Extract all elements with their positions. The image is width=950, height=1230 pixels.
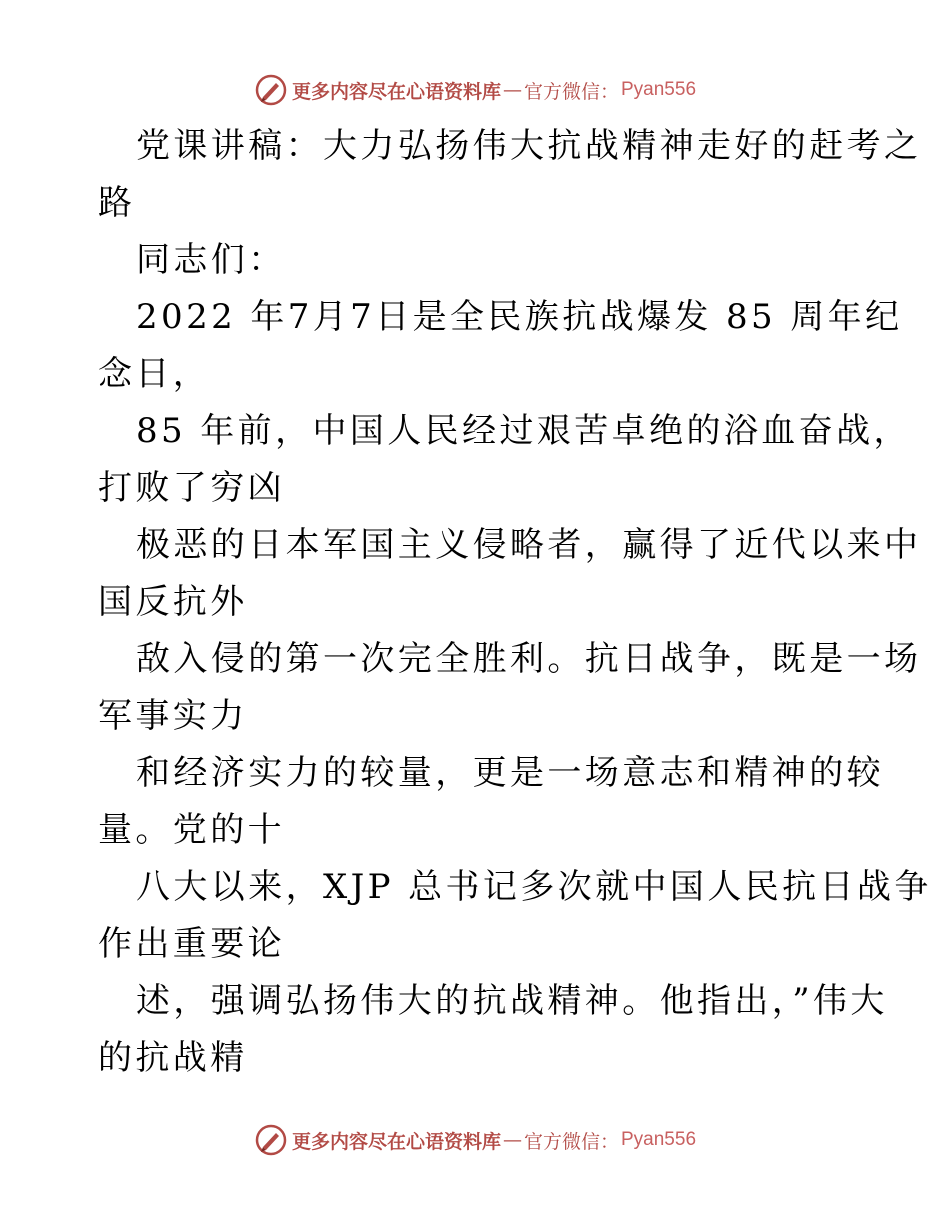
paragraph-line: 和经济实力的较量，更是一场意志和精神的较 bbox=[136, 753, 884, 793]
banner-brand-text: 更多内容尽在心语资料库 bbox=[291, 80, 501, 103]
paragraph-line: 念日， bbox=[98, 354, 211, 394]
paragraph-line: 2022 年7月7日是全民族抗战爆发 85 周年纪 bbox=[136, 297, 903, 337]
paragraph-line: 85 年前，中国人民经过艰苦卓绝的浴血奋战， bbox=[136, 411, 911, 451]
paragraph-line: 打败了穷凶 bbox=[98, 468, 285, 508]
banner-wechat-label: 官方微信： bbox=[523, 80, 619, 103]
paragraph-line: 的抗战精 bbox=[98, 1038, 248, 1078]
paragraph-line: 述，强调弘扬伟大的抗战精神。他指出，”伟大 bbox=[136, 981, 888, 1021]
paragraph-line: 八大以来，XJP 总书记多次就中国人民抗日战争 bbox=[136, 867, 932, 907]
pen-logo-icon bbox=[254, 73, 288, 107]
banner-wechat-label: 官方微信： bbox=[523, 1130, 619, 1153]
paragraph-line: 敌入侵的第一次完全胜利。抗日战争，既是一场 bbox=[136, 639, 922, 679]
paragraph-line: 军事实力 bbox=[98, 696, 248, 736]
header-banner bbox=[0, 70, 950, 110]
banner-brand-text: 更多内容尽在心语资料库 bbox=[291, 1130, 501, 1153]
salutation: 同志们： bbox=[136, 240, 286, 280]
paragraph-line: 作出重要论 bbox=[98, 924, 285, 964]
footer-banner bbox=[0, 1120, 950, 1160]
title-line-cont: 路 bbox=[98, 183, 136, 223]
banner-separator: — bbox=[502, 79, 522, 101]
document-body bbox=[98, 118, 932, 1087]
banner-wechat-id: Pyan556 bbox=[621, 1129, 697, 1150]
paragraph-line: 国反抗外 bbox=[98, 582, 248, 622]
pen-logo-icon bbox=[254, 1123, 288, 1157]
paragraph-line: 量。党的十 bbox=[98, 810, 285, 850]
banner-separator: — bbox=[502, 1129, 522, 1151]
title-line: 党课讲稿：大力弘扬伟大抗战精神走好的赶考之 bbox=[136, 126, 922, 166]
paragraph-line: 极恶的日本军国主义侵略者，赢得了近代以来中 bbox=[136, 525, 922, 565]
banner-wechat-id: Pyan556 bbox=[621, 79, 697, 100]
